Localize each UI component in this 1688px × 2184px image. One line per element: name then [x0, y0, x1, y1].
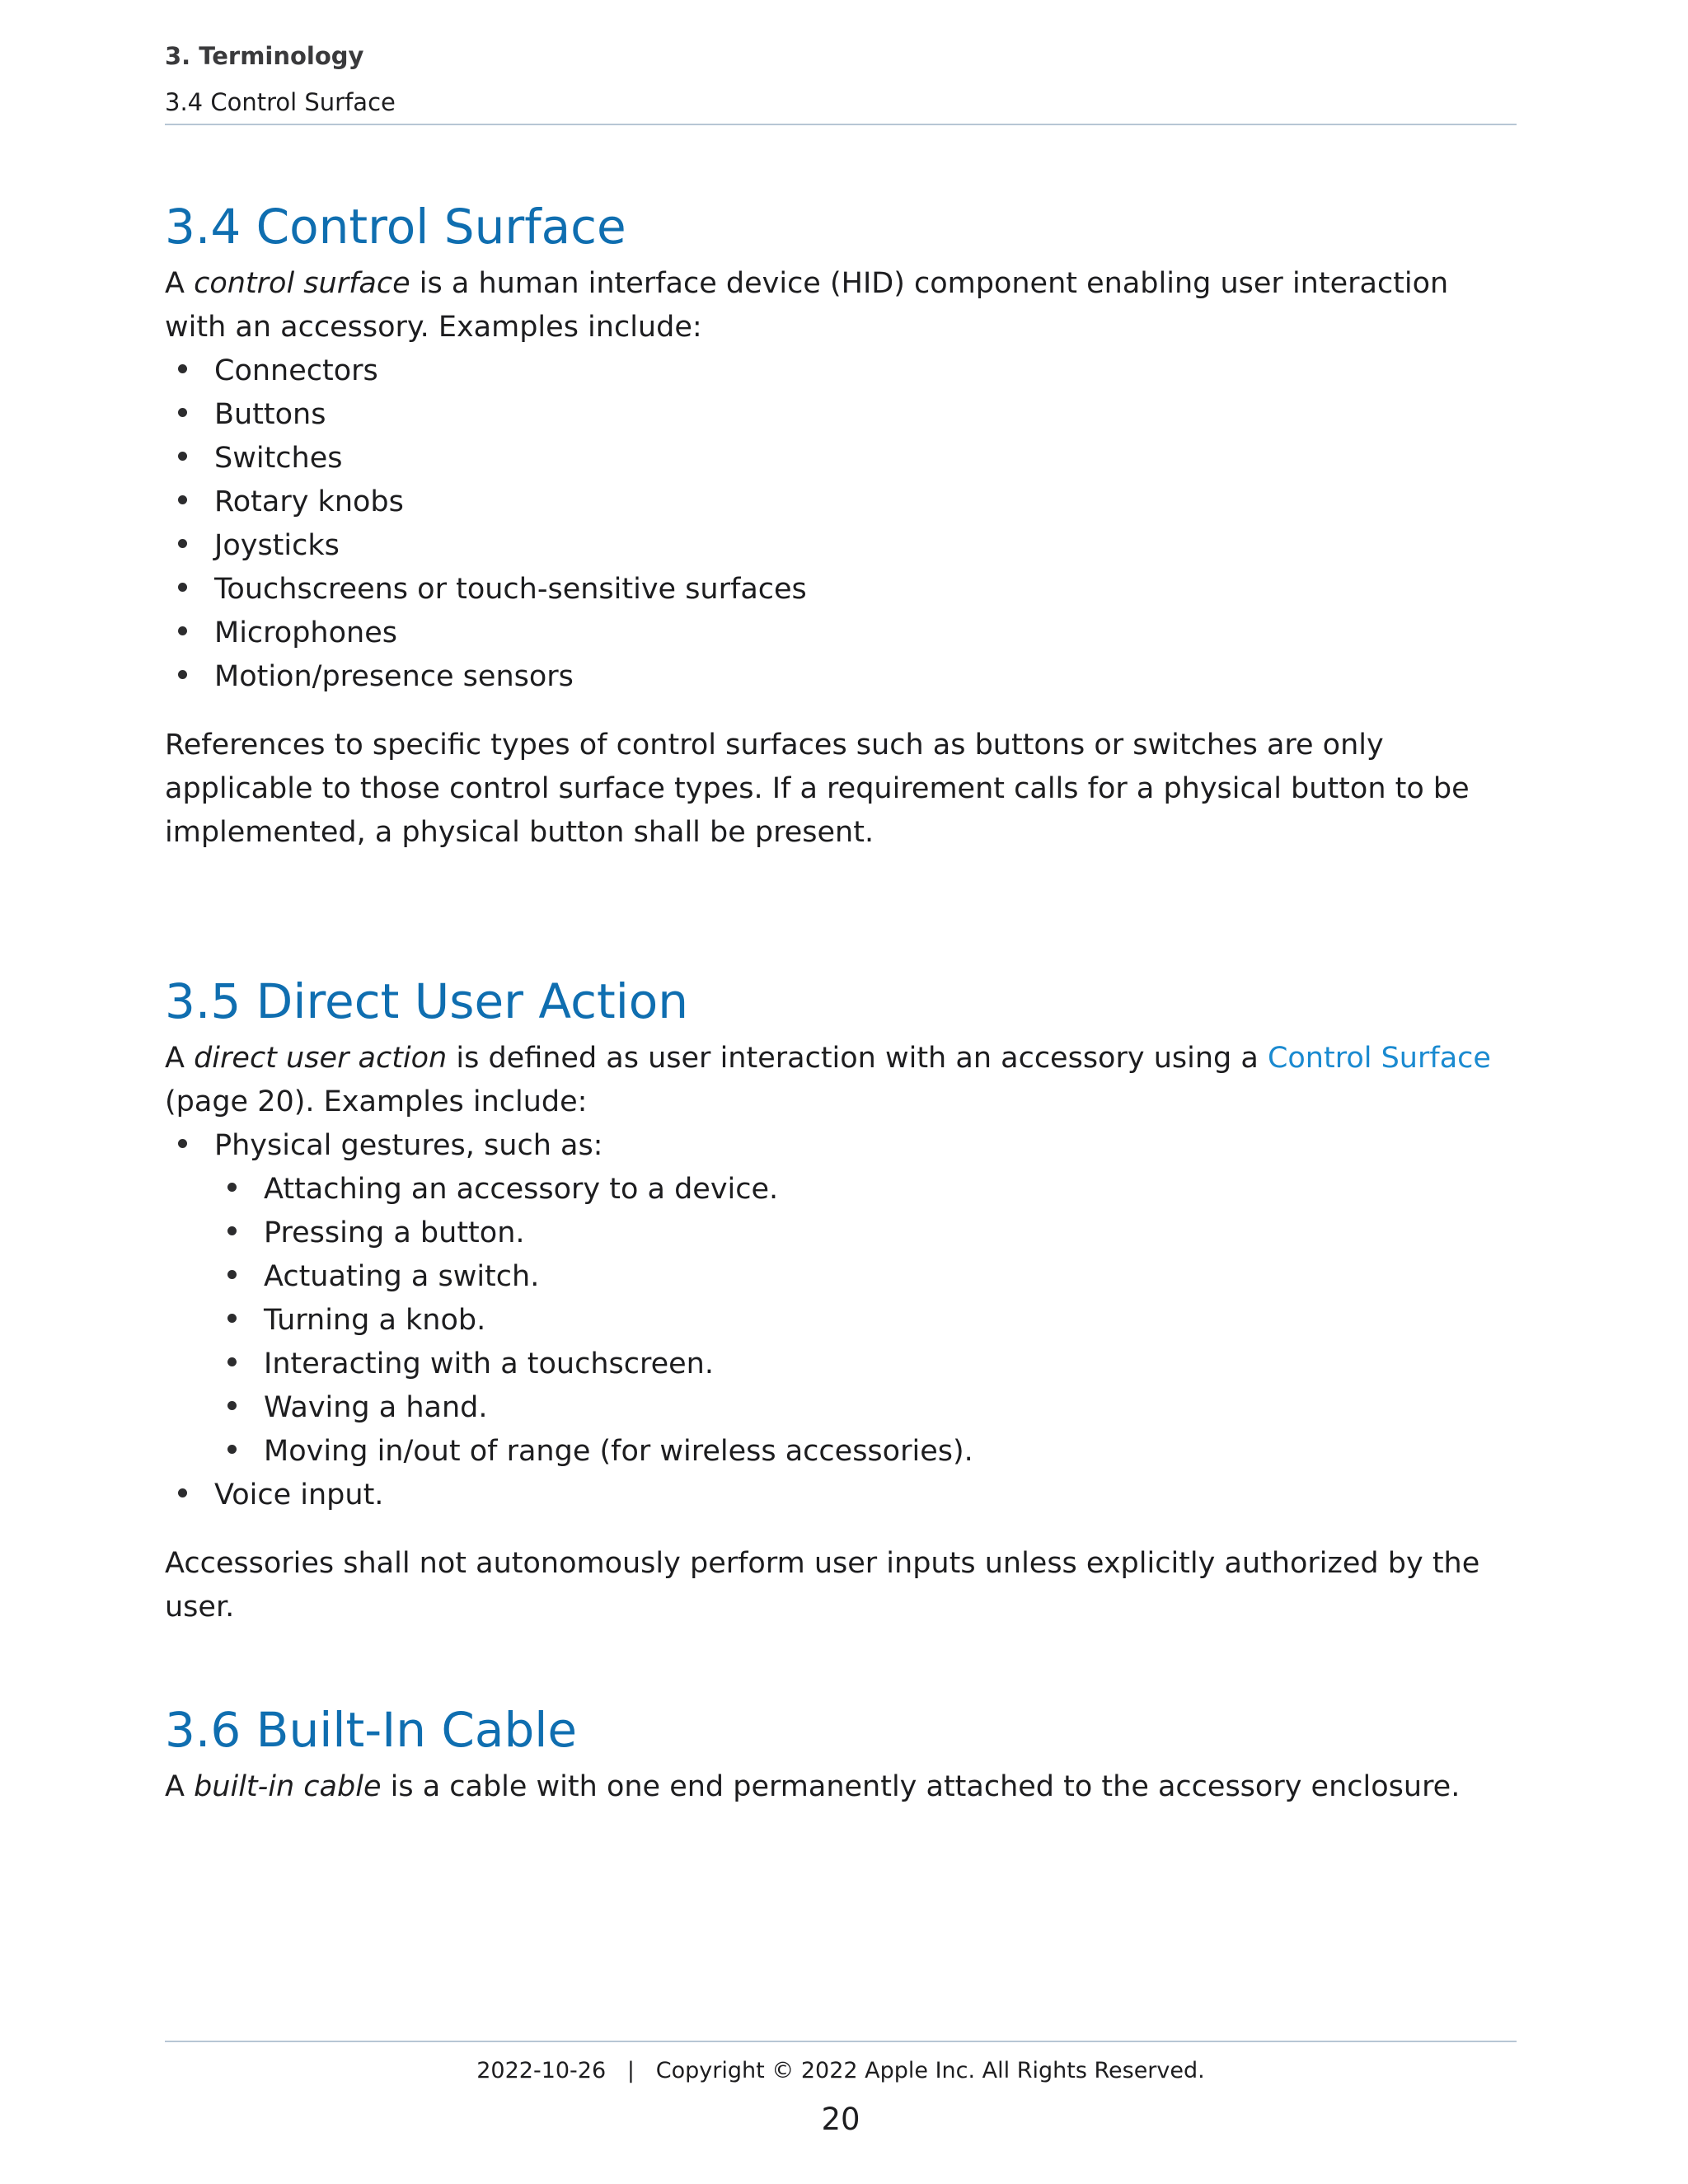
intro-text: A: [165, 1042, 195, 1075]
section-intro: [165, 262, 1517, 349]
defined-term: direct user action: [194, 1042, 448, 1075]
examples-list-continued: [165, 1474, 1517, 1517]
gestures-sublist: [165, 1168, 1517, 1474]
section-intro: [165, 1765, 1517, 1809]
defined-term: control surface: [194, 267, 410, 300]
list-item: Buttons: [165, 393, 1517, 437]
running-header: [165, 40, 1517, 119]
list-item: Microphones: [165, 612, 1517, 655]
document-page: [165, 0, 1517, 2184]
sub-list-item: Turning a knob.: [165, 1299, 1517, 1343]
section-direct-user-action: [165, 972, 1517, 1629]
examples-list: [165, 349, 1517, 699]
sub-list-item: Moving in/out of range (for wireless accessories).: [165, 1430, 1517, 1474]
section-intro: [165, 1037, 1517, 1124]
header-divider: [165, 124, 1517, 125]
page-number: 20: [821, 2102, 860, 2137]
intro-text: is defined as user interaction with an accessory using a: [447, 1042, 1268, 1075]
list-item: Voice input.: [165, 1474, 1517, 1517]
intro-text: A: [165, 1770, 195, 1803]
intro-text: is a cable with one end permanently attached to the accessory enclosure.: [381, 1770, 1461, 1803]
running-header-chapter: 3. Terminology: [165, 42, 364, 70]
sub-list-item: Actuating a switch.: [165, 1255, 1517, 1299]
footer-copyright: 2022-10-26 | Copyright © 2022 Apple Inc. All Rights Reserved.: [476, 2058, 1205, 2083]
section-closing: References to specific types of control surfaces such as buttons or switches are only applicable to those control surface types. If a requirement calls for a physical button to be implemented, a physical button shall be present.: [165, 729, 1470, 849]
section-control-surface: [165, 198, 1517, 855]
running-header-section: 3.4 Control Surface: [165, 88, 396, 116]
control-surface-link[interactable]: Control Surface: [1267, 1042, 1491, 1075]
sub-list-item: Pressing a button.: [165, 1212, 1517, 1255]
sub-list-item: Waving a hand.: [165, 1386, 1517, 1430]
footer-divider: [165, 2041, 1517, 2042]
list-item: Touchscreens or touch-sensitive surfaces: [165, 568, 1517, 612]
list-item: Physical gestures, such as:: [165, 1124, 1517, 1168]
intro-text: A: [165, 267, 195, 300]
sub-list-item: Attaching an accessory to a device.: [165, 1168, 1517, 1212]
list-item: Joysticks: [165, 524, 1517, 568]
list-item: Rotary knobs: [165, 480, 1517, 524]
section-title: 3.4 Control Surface: [165, 199, 626, 255]
defined-term: built-in cable: [194, 1770, 382, 1803]
intro-text: (page 20). Examples include:: [165, 1085, 588, 1118]
list-item: Connectors: [165, 349, 1517, 393]
list-item: Motion/presence sensors: [165, 655, 1517, 699]
spacer: [165, 699, 1517, 724]
section-title: 3.5 Direct User Action: [165, 973, 689, 1029]
intro-text: is a human interface device (HID) component enabling user interaction with an accessory. Examples include:: [165, 267, 1449, 344]
list-item: Switches: [165, 437, 1517, 480]
sub-list-item: Interacting with a touchscreen.: [165, 1343, 1517, 1386]
section-built-in-cable: [165, 1701, 1517, 1809]
examples-list: [165, 1124, 1517, 1168]
section-title: 3.6 Built-In Cable: [165, 1702, 578, 1758]
spacer: [165, 1517, 1517, 1542]
section-closing: Accessories shall not autonomously perform user inputs unless explicitly authorized by the user.: [165, 1547, 1480, 1624]
